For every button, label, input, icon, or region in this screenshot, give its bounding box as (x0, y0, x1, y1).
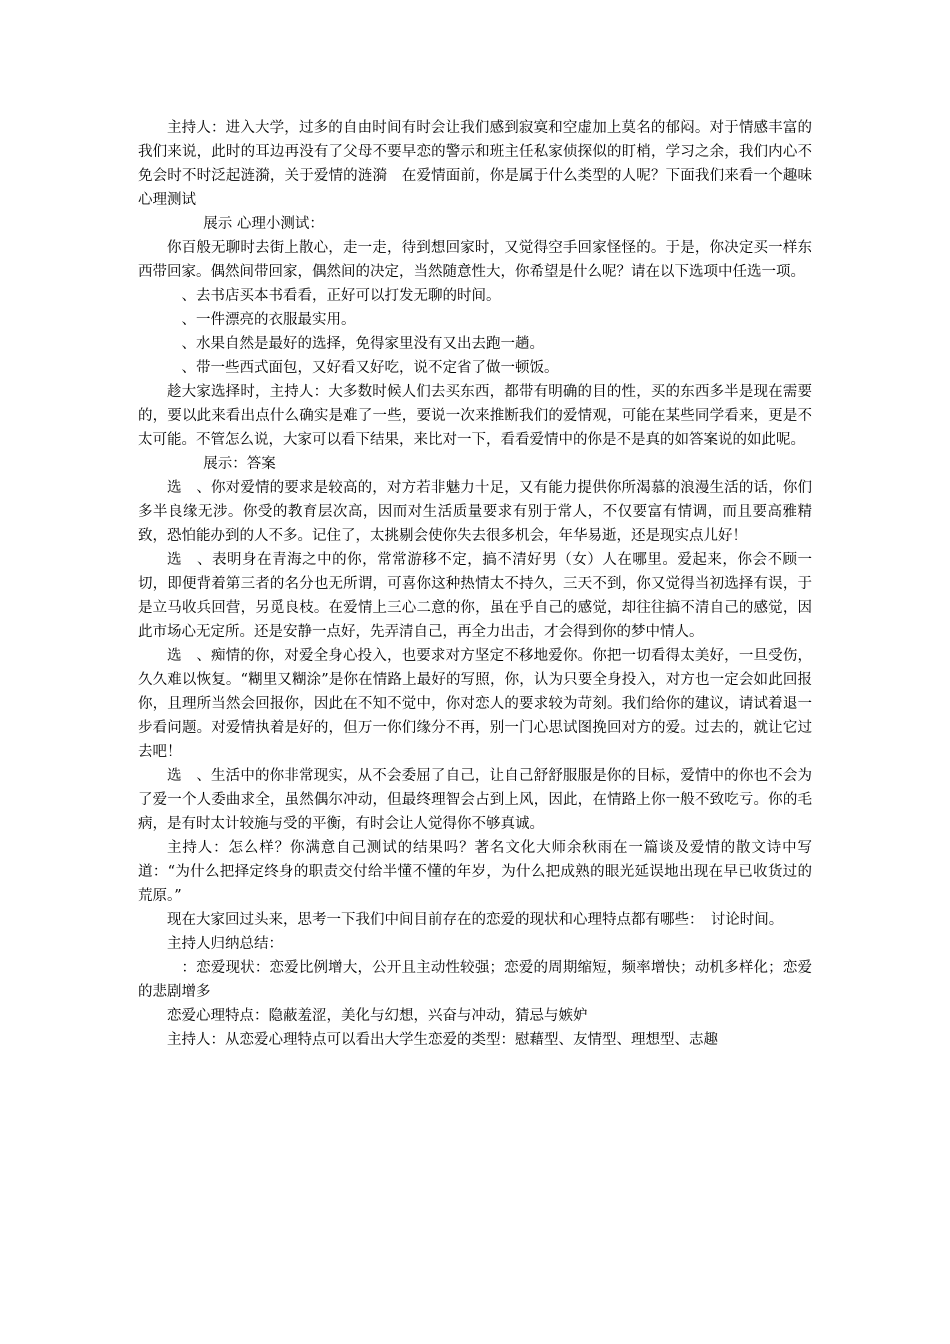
answer-a: 选 、你对爱情的要求是较高的，对方若非魅力十足，又有能力提供你所渴慕的浪漫生活的话，你们多半良缘无涉。你受的教育层次高，因而对生活质量要求有别于常人，不仅要富有情调，而且要高雅精致，恐怕能办到的人不多。记住了，太挑剔会使你失去很多机会，年华易逝，还是现实点儿好！ (138, 480, 812, 544)
quiz-option-a: 、去书店买本书看看，正好可以打发无聊的时间。 (181, 288, 501, 304)
quiz-option-c: 、水果自然是最好的选择，免得家里没有又出去跑一趟。 (181, 336, 544, 352)
answer-c: 选 、痴情的你，对爱全身心投入，也要求对方坚定不移地爱你。你把一切看得太美好，一旦受伤，久久难以恢复。“糊里又糊涂”是你在情路上最好的写照，你，认为只要全身投入，对方也一定会如此回报你，且理所当然会回报你，因此在不知不觉中，你对恋人的要求较为苛刻。我们给你的建议，请试着退一步看问题。对爱情执着是好的，但万一你们缘分不再，别一门心思试图挽回对方的爱。过去的，就让它过去吧！ (138, 648, 812, 760)
paragraph-summary-title: 主持人归纳总结： (167, 936, 283, 952)
paragraph-quiz-question: 你百般无聊时去街上散心，走一走，待到想回家时，又觉得空手回家怪怪的。于是，你决定买一样东西带回家。偶然间带回家，偶然间的决定，当然随意性大，你希望是什么呢？请在以下选项中任选一项。 (138, 240, 812, 280)
heading-answers: 展示：答案 (203, 456, 276, 472)
quiz-option-b: 、一件漂亮的衣服最实用。 (181, 312, 356, 328)
paragraph-love-types: 主持人：从恋爱心理特点可以看出大学生恋爱的类型：慰藉型、友情型、理想型、志趣 (167, 1032, 718, 1048)
paragraph-love-status: ：恋爱现状：恋爱比例增大，公开且主动性较强；恋爱的周期缩短，频率增快；动机多样化；恋爱的悲剧增多 (138, 960, 812, 1000)
paragraph-host-comment: 趁大家选择时，主持人：大多数时候人们去买东西，都带有明确的目的性，买的东西多半是现在需要的，要以此来看出点什么确实是难了一些，要说一次来推断我们的爱情观，可能在某些同学看来，更是不太可能。不管怎么说，大家可以看下结果，来比对一下，看看爱情中的你是不是真的如答案说的如此呢。 (138, 384, 812, 448)
paragraph-host-quote: 主持人：怎么样？你满意自己测试的结果吗？著名文化大师余秋雨在一篇谈及爱情的散文诗中写道：“为什么把择定终身的职责交付给半懂不懂的年岁，为什么把成熟的眼光延误地出现在早已收货过的荒原。” (138, 840, 812, 904)
paragraph-love-psychology: 恋爱心理特点：隐蔽羞涩，美化与幻想，兴奋与冲动，猜忌与嫉妒 (167, 1008, 588, 1024)
paragraph-discussion: 现在大家回过头来，思考一下我们中间目前存在的恋爱的现状和心理特点都有哪些： 讨论时间。 (167, 912, 784, 928)
quiz-option-d: 、带一些西式面包，又好看又好吃，说不定省了做一顿饭。 (181, 360, 559, 376)
heading-quiz: 展示 心理小测试： (203, 216, 324, 232)
document-page (138, 116, 812, 1052)
answer-d: 选 、生活中的你非常现实，从不会委屈了自己，让自己舒舒服服是你的目标，爱情中的你也不会为了爱一个人委曲求全，虽然偶尔冲动，但最终理智会占到上风，因此，在情路上你一般不致吃亏。你的毛病，是有时太计较施与受的平衡，有时会让人觉得你不够真诚。 (138, 768, 812, 832)
paragraph-intro: 主持人：进入大学，过多的自由时间有时会让我们感到寂寞和空虚加上莫名的郁闷。对于情感丰富的我们来说，此时的耳边再没有了父母不要早恋的警示和班主任私家侦探似的盯梢，学习之余，我们内心不免会时不时泛起涟漪，关于爱情的涟漪 在爱情面前，你是属于什么类型的人呢？下面我们来看一个趣味心理测试 (138, 120, 812, 208)
answer-b: 选 、表明身在青海之中的你，常常游移不定，搞不清好男（女）人在哪里。爱起来，你会不顾一切，即便背着第三者的名分也无所谓，可喜你这种热情太不持久，三天不到，你又觉得当初选择有误，于是立马收兵回营，另觅良枝。在爱情上三心二意的你，虽在乎自己的感觉，却往往搞不清自己的感觉，因此市场心无定所。还是安静一点好，先弄清自己，再全力出击，才会得到你的梦中情人。 (138, 552, 812, 640)
